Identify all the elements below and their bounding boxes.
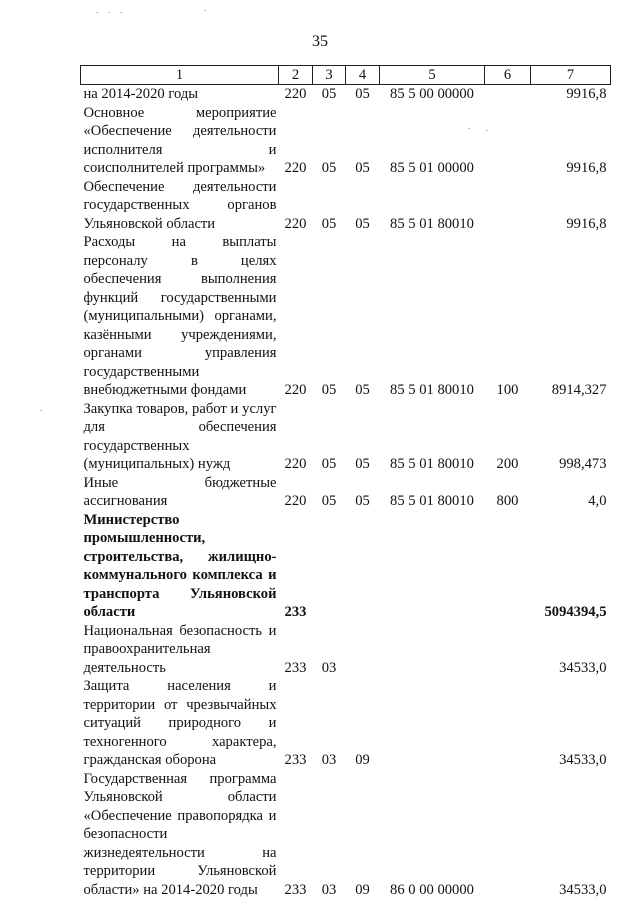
row-name: Расходы на выплаты персоналу в целях обеспечения выполнения функций государственными (муниципальными) органами, казёнными учреждениями, органами управления государственными внебюджетными фондами xyxy=(83,234,277,398)
column-3-cell: 05 xyxy=(321,493,337,509)
table-row xyxy=(81,511,611,622)
column-3-cell xyxy=(313,511,346,622)
column-2-cell: 233 xyxy=(284,659,307,676)
column-2-cell: 220 xyxy=(284,456,307,472)
budget-table xyxy=(80,65,611,899)
table-row xyxy=(81,178,611,234)
column-7-cell: 4,0 xyxy=(588,493,607,509)
table-row xyxy=(81,104,611,178)
column-2-cell: 233 xyxy=(284,752,307,768)
column-5-cell xyxy=(380,511,485,622)
row-name: Основное мероприятие «Обеспечение деятельности исполнителя и соисполнителей программы» xyxy=(83,104,277,176)
table-row xyxy=(81,233,611,400)
table-row xyxy=(81,400,611,474)
column-header: 2 xyxy=(279,66,313,85)
column-7-cell: 9916,8 xyxy=(566,215,607,232)
scan-speck xyxy=(486,130,488,131)
column-7-cell: 34533,0 xyxy=(559,752,607,768)
row-name: Обеспечение деятельности государственных органов Ульяновской области xyxy=(83,178,277,232)
column-7-cell: 34533,0 xyxy=(559,659,607,676)
column-header: 6 xyxy=(485,66,531,85)
column-2-cell: 220 xyxy=(284,493,307,509)
column-3-cell: 03 xyxy=(321,659,337,676)
column-3-cell: 05 xyxy=(321,215,337,232)
row-name: на 2014-2020 годы xyxy=(83,86,199,102)
column-6-cell: 100 xyxy=(496,382,519,398)
column-2-cell: 220 xyxy=(284,160,307,176)
table-row xyxy=(81,770,611,900)
column-3-cell: 05 xyxy=(321,456,337,472)
column-4-cell: 05 xyxy=(355,456,370,472)
column-3-cell: 03 xyxy=(321,752,337,768)
scan-speck xyxy=(96,12,98,13)
column-2-cell: 220 xyxy=(284,86,307,102)
column-5-cell xyxy=(380,622,485,678)
column-5-cell: 85 5 01 00000 xyxy=(390,160,474,176)
column-2-cell: 233 xyxy=(284,604,307,620)
table-row xyxy=(81,622,611,678)
column-6-cell xyxy=(485,770,531,900)
column-4-cell: 05 xyxy=(355,215,370,232)
table-row xyxy=(81,677,611,770)
column-5-cell: 85 5 01 80010 xyxy=(390,215,474,232)
page-number: 35 xyxy=(312,33,328,50)
column-3-cell: 05 xyxy=(321,86,337,102)
column-header: 5 xyxy=(380,66,485,85)
column-7-cell: 9916,8 xyxy=(566,86,607,102)
column-4-cell xyxy=(346,622,380,678)
column-3-cell: 05 xyxy=(321,160,337,176)
column-4-cell: 09 xyxy=(355,881,370,898)
scan-speck xyxy=(40,410,42,411)
column-5-cell: 85 5 01 80010 xyxy=(390,382,474,398)
scan-speck xyxy=(468,128,470,129)
column-6-cell xyxy=(485,622,531,678)
column-header-row xyxy=(81,66,611,85)
scan-speck xyxy=(108,12,110,13)
column-7-cell: 9916,8 xyxy=(566,160,607,176)
column-2-cell: 220 xyxy=(284,382,307,398)
table-body xyxy=(81,85,611,900)
column-5-cell: 86 0 00 00000 xyxy=(390,881,474,898)
row-name: Защита населения и территории от чрезвычайных ситуаций природного и техногенного характера, гражданская оборона xyxy=(83,678,277,768)
column-header: 7 xyxy=(531,66,611,85)
column-5-cell: 85 5 01 80010 xyxy=(390,456,474,472)
column-4-cell: 05 xyxy=(355,86,370,102)
column-3-cell: 05 xyxy=(321,382,337,398)
column-6-cell xyxy=(485,104,531,178)
column-4-cell: 05 xyxy=(355,160,370,176)
column-7-cell: 8914,327 xyxy=(551,382,607,398)
row-name: Закупка товаров, работ и услуг для обеспечения государственных (муниципальных) нужд xyxy=(83,400,277,472)
column-2-cell: 220 xyxy=(284,215,307,232)
column-header: 1 xyxy=(81,66,279,85)
column-6-cell xyxy=(485,511,531,622)
row-name: Министерство промышленности, строительства, жилищно-коммунального комплекса и транспорта Ульяновской области xyxy=(83,511,277,620)
column-4-cell: 09 xyxy=(355,752,370,768)
row-name: Иные бюджетные ассигнования xyxy=(83,474,277,509)
column-4-cell xyxy=(346,511,380,622)
column-4-cell: 05 xyxy=(355,493,370,509)
column-5-cell: 85 5 01 80010 xyxy=(390,493,474,509)
column-6-cell: 800 xyxy=(496,493,519,509)
column-6-cell xyxy=(485,85,531,104)
column-7-cell: 998,473 xyxy=(559,456,607,472)
column-2-cell: 233 xyxy=(284,881,307,898)
column-header: 3 xyxy=(313,66,346,85)
table-row xyxy=(81,85,611,104)
column-5-cell: 85 5 00 00000 xyxy=(390,86,474,102)
table-row xyxy=(81,474,611,511)
column-3-cell: 03 xyxy=(321,881,337,898)
column-4-cell: 05 xyxy=(355,382,370,398)
row-name: Национальная безопасность и правоохранительная деятельность xyxy=(83,622,277,676)
column-header: 4 xyxy=(346,66,380,85)
column-5-cell xyxy=(380,677,485,770)
row-name: Государственная программа Ульяновской области «Обеспечение правопорядка и безопасности жизнедеятельности на территории Ульяновской области» на 2014-2020 годы xyxy=(83,770,277,898)
scan-speck xyxy=(120,12,122,13)
column-7-cell: 34533,0 xyxy=(559,881,607,898)
scan-speck xyxy=(204,10,206,11)
column-6-cell xyxy=(485,677,531,770)
column-6-cell: 200 xyxy=(496,456,519,472)
column-6-cell xyxy=(485,178,531,234)
column-7-cell: 5094394,5 xyxy=(544,604,607,620)
